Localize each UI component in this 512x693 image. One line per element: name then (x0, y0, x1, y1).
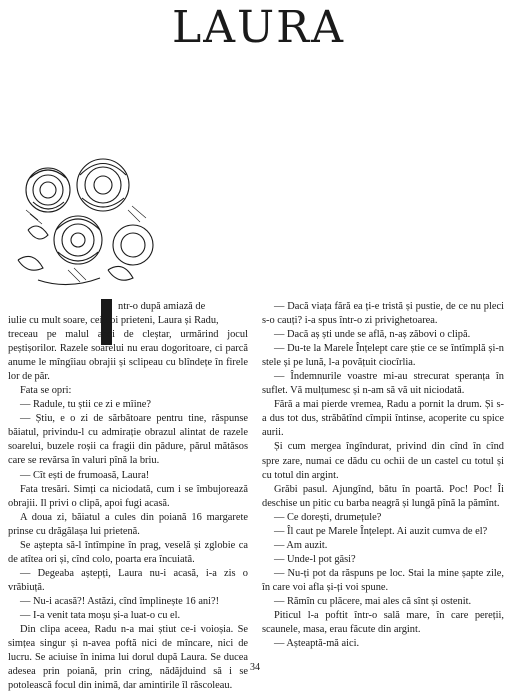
paragraph: — Rămîn cu plăcere, mai ales că sînt și ostenit. (274, 595, 472, 607)
paragraph: — Dacă aș ști unde se află, n-aș zăbovi o clipă. (274, 329, 471, 341)
paragraph: — I-a venit tata moșu și-a luat-o cu el. (20, 609, 181, 621)
paragraph: — Ce dorești, drumețule? (274, 511, 382, 523)
paragraph: — Radule, tu știi ce zi e mîine? (20, 399, 151, 411)
left-column (8, 314, 248, 693)
paragraph: — Nu-ți pot da răspuns pe loc. Stai la mine șapte zile, în care voi afla și-ți voi spune. (262, 567, 504, 593)
paragraph: — Nu-i acasă?! Astăzi, cînd împlinește 16 ani?! (20, 595, 220, 607)
paragraph: A doua zi, băiatul a cules din poiană 16 margarete prinse cu drăgălașa lui prietenă. (8, 511, 248, 537)
paragraph: Fata se opri: (20, 385, 72, 397)
rose-illustration (8, 150, 160, 300)
paragraph: — Degeaba aștepți, Laura nu-i acasă, i-a zis o vrăbiuță. (8, 567, 248, 593)
paragraph: — Așteaptă-mă aici. (274, 638, 360, 650)
paragraph: Grăbi pasul. Ajungînd, bătu în poartă. Poc! Poc! Îi deschise un pitic cu barba neagră și lungă pînă la pămînt. (262, 483, 504, 509)
paragraph: Fata tresări. Simți ca niciodată, cum i se îmbujorează obrajii. Il privi o clipă, apoi fugi acasă. (8, 483, 248, 509)
page-number: 34 (250, 662, 260, 673)
paragraph: Și cum mergea îngîndurat, privind din cînd în cînd spre zare, numai ce dădu cu ochii de un castel cu totul și cu totul din argint. (262, 441, 504, 481)
paragraph: treceau pe malul apei de cleștar, urmărind jocul peștișorilor. Razele soarelui nu erau dogoritoare, ci parcă anume le mîngîiau obrajii și sclipeau cu blîndețe în firele lor de păr. (8, 329, 248, 383)
paragraph: — Îl caut pe Marele Înțelept. Ai auzit cumva de el? (274, 525, 488, 537)
paragraph: — Du-te la Marele Înțelept care știe ce se întîmplă și-n stele și pe lună, l-a povățuit ciocîrlia. (262, 343, 504, 369)
paragraph: Din clipa aceea, Radu n-a mai știut ce-i voioșia. Se simțea singur și n-avea poftă nici de mîncare, nici de lucru. Se aciuise în inima lui dorul după Laura. Se ducea adesea prin poiană, prin cring, nădăjduind să i se potolească focul din inimă, dar amintirile îl răscoleau. (8, 624, 248, 692)
paragraph: — Unde-l pot găsi? (274, 553, 356, 565)
paragraph: iulie cu mult soare, cei doi prieteni, Laura și Radu, (8, 315, 219, 326)
paragraph: — Dacă viața fără ea ți-e tristă și pustie, de ce nu pleci s-o cauți? i-a spus într-o zi privighetoarea. (262, 301, 504, 327)
paragraph: — Cît ești de frumoasă, Laura! (20, 469, 150, 481)
left-column-first-line (118, 300, 248, 314)
right-column (262, 300, 504, 651)
paragraph: — Îndemnurile voastre mi-au strecurat speranța în suflet. Vă mulțumesc și n-am să vă uit niciodată. (262, 371, 504, 397)
paragraph: Piticul l-a poftit într-o sală mare, în care pereții, scaunele, masa, erau făcute din argint. (262, 610, 504, 636)
paragraph: Fără a mai pierde vremea, Radu a pornit la drum. Și s-a dus tot dus, străbătînd cîmpii întinse, acoperite cu spice aurii. (262, 399, 504, 439)
first-line: ntr-o după amiază de (118, 301, 206, 312)
story-title: LAURA (172, 2, 345, 53)
paragraph: — Am auzit. (274, 539, 328, 551)
paragraph: Se aștepta să-l întîmpine în prag, veselă și zglobie ca de atîtea ori și, cînd colo, poarta era încuiată. (8, 539, 248, 565)
paragraph: — Știu, e o zi de sărbătoare pentru tine, răspunse băiatul, privindu-l cu admirație obrazul alintat de razele soarelui, buzele roșii ca fragii din pădure, părul mătăsos care se revărsa în valuri pînă la briu. (8, 413, 248, 467)
